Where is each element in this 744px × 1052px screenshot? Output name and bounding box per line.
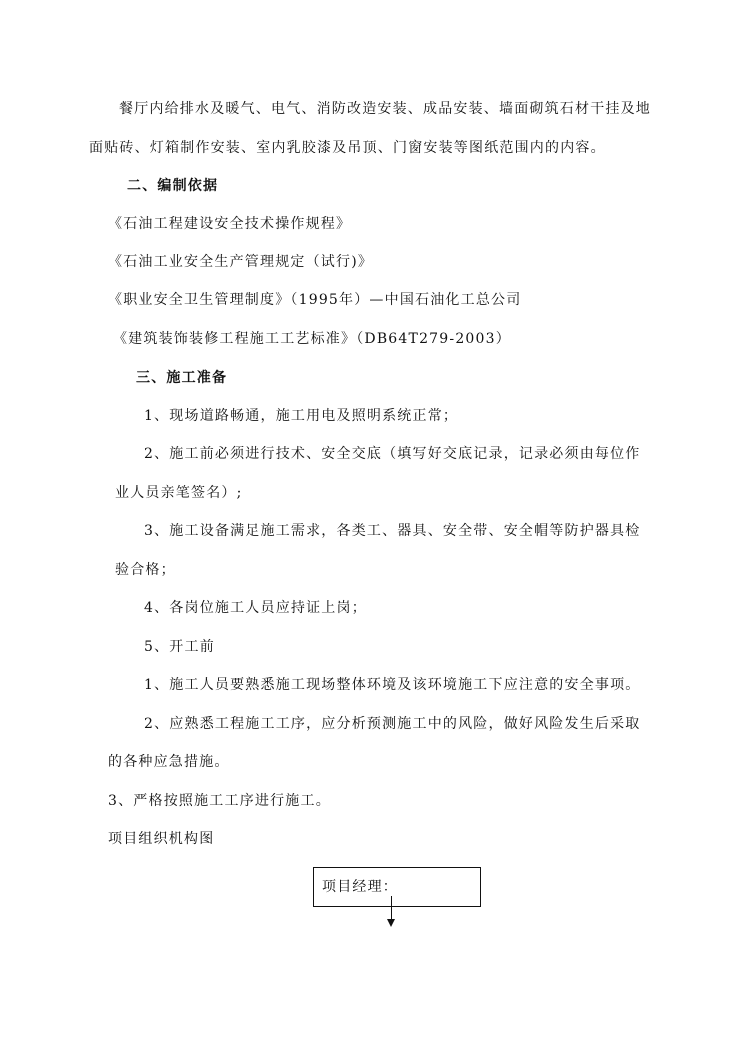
list-item: 5、开工前 [144,639,215,655]
reference-item: 《石油工业安全生产管理规定（试行)》 [108,254,374,270]
list-item: 3、施工设备满足施工需求，各类工、器具、安全带、安全帽等防护器具检 [144,523,641,539]
list-item: 1、现场道路畅通，施工用电及照明系统正常； [144,408,459,424]
reference-item: 《石油工程建设安全技术操作规程》 [108,216,352,232]
list-item: 1、施工人员要熟悉施工现场整体环境及该环境施工下应注意的安全事项。 [144,677,641,693]
org-chart-caption: 项目组织机构图 [108,831,215,847]
list-item: 2、应熟悉工程施工工序，应分析预测施工中的风险，做好风险发生后采取 [144,716,641,732]
reference-item: 《建筑装饰装修工程施工工艺标准》（DB64T279-2003） [113,331,511,347]
section-heading-basis: 二、编制依据 [127,178,219,194]
text-line: 餐厅内给排水及暖气、电气、消防改造安装、成品安装、墙面砌筑石材干挂及地 [119,101,651,117]
list-item: 4、各岗位施工人员应持证上岗； [144,600,367,616]
org-chart-manager-label: 项目经理： [322,879,398,895]
arrow-down-icon [387,919,395,927]
list-item-continuation: 验合格； [115,562,176,578]
list-item-continuation: 的各种应急措施。 [108,754,230,770]
list-item: 3、严格按照施工工序进行施工。 [108,793,331,809]
list-item-continuation: 业人员亲笔签名）; [115,485,243,501]
text-line: 面贴砖、灯箱制作安装、室内乳胶漆及吊顶、门窗安装等图纸范围内的内容。 [89,140,606,156]
section-heading-preparation: 三、施工准备 [136,370,228,386]
org-chart-manager-box [313,867,481,907]
reference-item: 《职业安全卫生管理制度》（1995年）—中国石油化工总公司 [108,292,522,308]
list-item: 2、施工前必须进行技术、安全交底（填写好交底记录，记录必须由每位作 [144,446,641,462]
